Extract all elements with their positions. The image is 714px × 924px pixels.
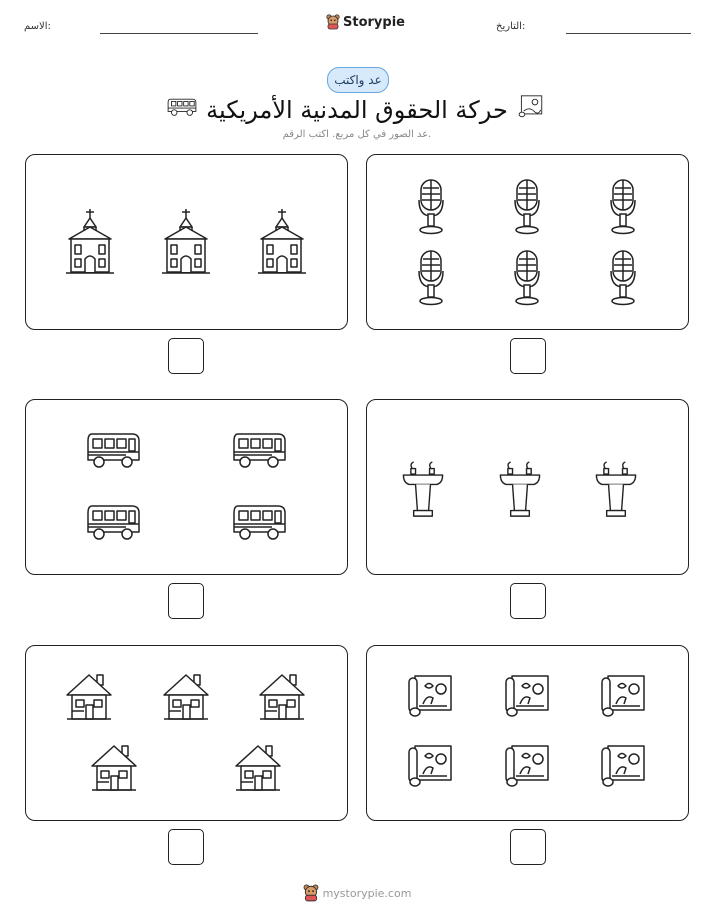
scroll-map-icon [407, 744, 453, 788]
house-icon [67, 673, 111, 721]
scroll-map-icon [504, 674, 550, 718]
microphone-icon [606, 249, 640, 305]
brand-logo [326, 14, 405, 30]
house-icon [236, 744, 280, 792]
date-label: التاريخ: [496, 21, 526, 32]
count-panel-houses [25, 645, 348, 821]
scroll-map-icon [600, 744, 646, 788]
count-panel-scroll-maps [366, 645, 689, 821]
name-field[interactable] [100, 33, 258, 34]
water-fountain-icon [400, 462, 446, 518]
brand-name: Storypie [343, 14, 405, 30]
bus-icon [86, 431, 140, 469]
microphone-icon [606, 178, 640, 234]
answer-box-scroll-maps[interactable] [510, 829, 546, 865]
count-panel-buses [25, 399, 348, 575]
bus-icon [232, 503, 286, 541]
house-icon [92, 744, 136, 792]
church-icon [66, 209, 114, 274]
house-icon [260, 673, 304, 721]
bear-mascot-icon [303, 884, 319, 902]
activity-badge: عد واكتب [327, 67, 389, 93]
bus-icon [86, 503, 140, 541]
answer-box-buses[interactable] [168, 583, 204, 619]
church-icon [258, 209, 306, 274]
answer-box-churches[interactable] [168, 338, 204, 374]
microphone-icon [414, 178, 448, 234]
bear-mascot-icon [326, 14, 340, 30]
answer-box-houses[interactable] [168, 829, 204, 865]
answer-box-water-fountains[interactable] [510, 583, 546, 619]
instructions: عد الصور في كل مربع. اكتب الرقم. [282, 129, 432, 140]
bus-icon [232, 431, 286, 469]
house-icon [164, 673, 208, 721]
name-label: الاسم: [24, 21, 51, 32]
microphone-icon [510, 178, 544, 234]
scroll-map-icon [504, 744, 550, 788]
footer [0, 884, 714, 902]
water-fountain-icon [497, 462, 543, 518]
answer-box-microphones[interactable] [510, 338, 546, 374]
page-title: حركة الحقوق المدنية الأمريكية [206, 96, 508, 124]
church-icon [162, 209, 210, 274]
scroll-map-icon [407, 674, 453, 718]
microphone-icon [414, 249, 448, 305]
scroll-map-icon [518, 94, 544, 118]
water-fountain-icon [593, 462, 639, 518]
microphone-icon [510, 249, 544, 305]
footer-site-link[interactable]: mystorypie.com [322, 886, 412, 900]
scroll-map-icon [600, 674, 646, 718]
date-field[interactable] [566, 33, 691, 34]
